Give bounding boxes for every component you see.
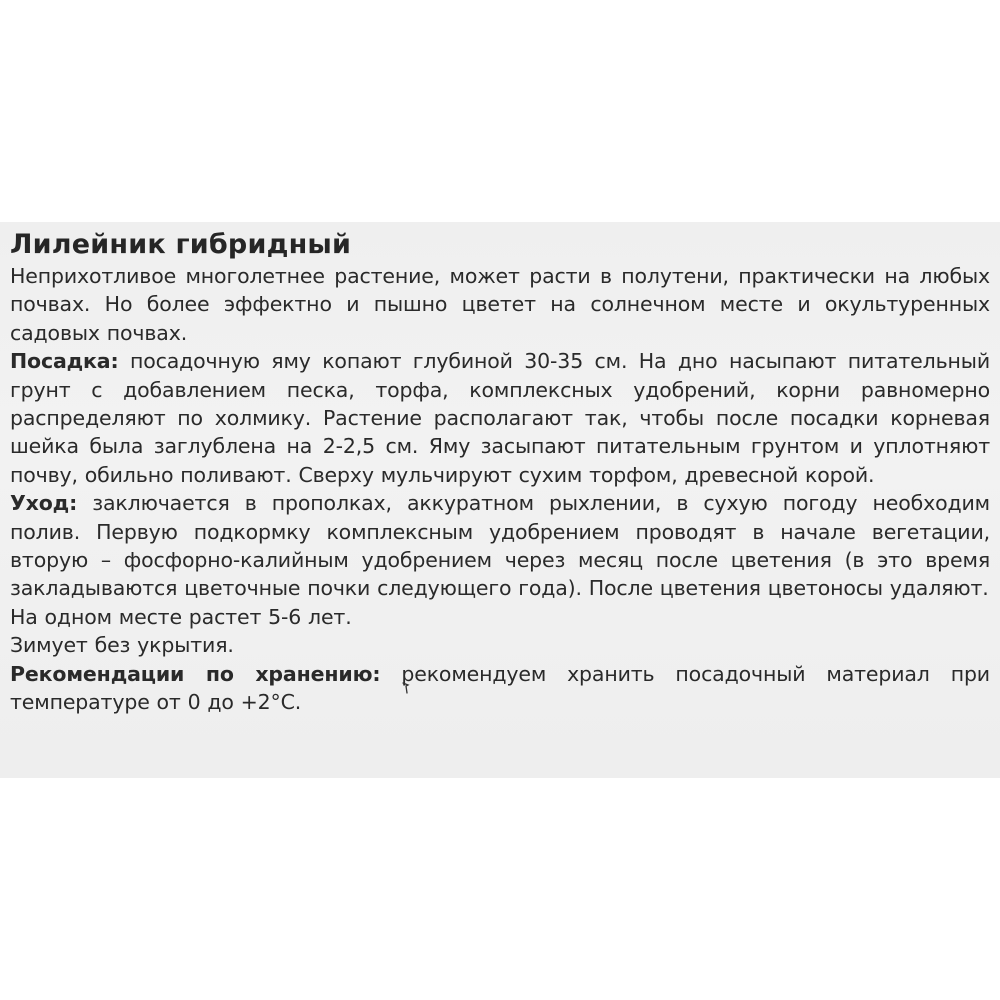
planting-paragraph [10, 347, 990, 489]
print-speck-icon [402, 682, 410, 694]
care-paragraph [10, 489, 990, 603]
intro-paragraph: Неприхотливое многолетнее растение, может расти в полутени, практически на любых почвах. Но более эффектно и пышно цветет на солнечном месте и окультуренных садовых почвах. [10, 264, 990, 345]
winter-line: Зимует без укрытия. [10, 633, 234, 658]
care-term: Уход: [10, 491, 78, 516]
storage-paragraph [10, 660, 990, 717]
planting-term: Посадка: [10, 349, 119, 374]
storage-text: рекомендуем хранить посадочный материал при температуре от 0 до +2°С. [10, 661, 990, 715]
product-label [0, 222, 1000, 778]
product-title: Лилейник гибридный [10, 229, 352, 260]
storage-term: Рекомендации по хранению: [10, 661, 381, 686]
care-text: заключается в прополках, аккуратном рыхлении, в сухую погоду необходим полив. Первую подкормку комплексным удобрением проводят в начале вегетации, вторую – фосфорно-калийным удобрением через месяц после цветения (в это время закладываются цветочные почки следующего года). После цветения цветоносы удаляют. [10, 491, 990, 601]
planting-text: посадочную яму копают глубиной 30-35 см. На дно насыпают питательный грунт с добавлением песка, торфа, комплексных удобрений, корни равномерно распределяют по холмику. Растение располагают так, чтобы после посадки корневая шейка была заглублена на 2-2,5 см. Яму засыпают питательным грунтом и уплотняют почву, обильно поливают. Сверху мульчируют сухим торфом, древесной корой. [10, 349, 990, 487]
lifespan-line: На одном месте растет 5-6 лет. [10, 604, 352, 629]
